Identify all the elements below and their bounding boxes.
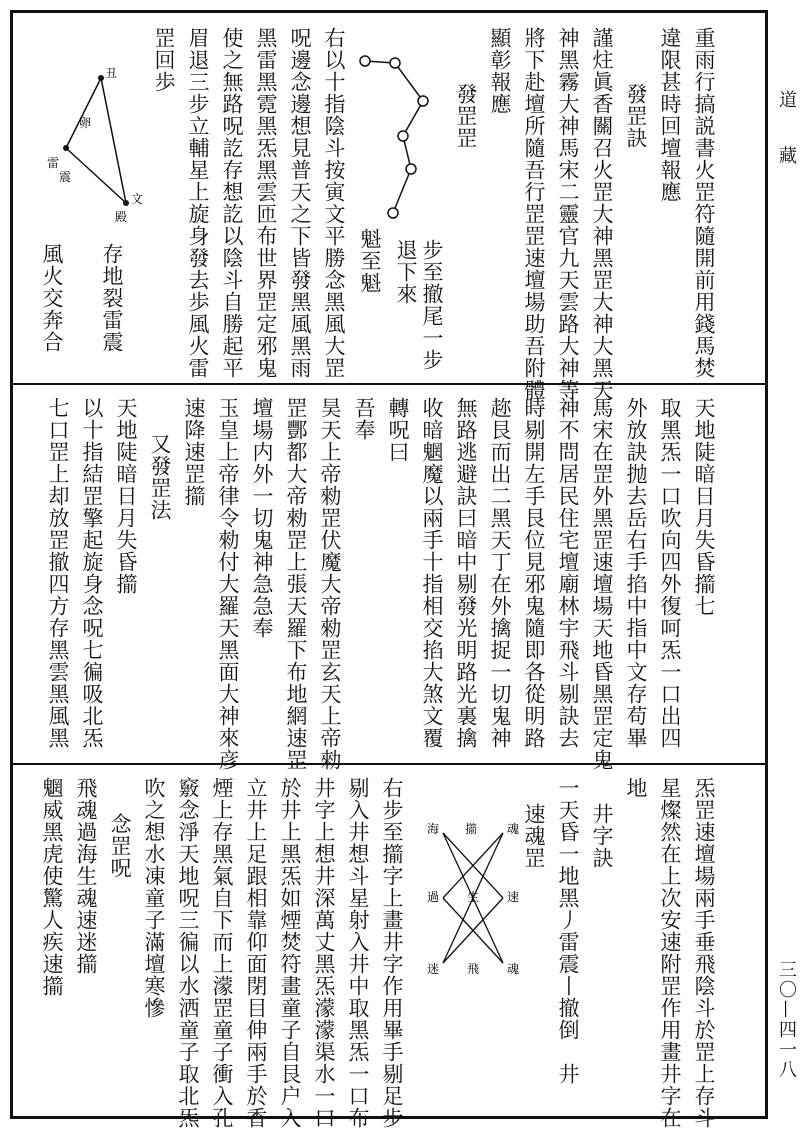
text-column: 魁至魁 — [358, 228, 382, 294]
text-column: 外放訣抛去岳右手掐中指中文存苟畢 — [624, 397, 648, 749]
text-column: 飛魂過海生魂速迷擶 — [74, 777, 98, 975]
text-column: 吹之想水凍童子滿壇寒慘 — [142, 777, 166, 1019]
text-column: 竅念淨天地呪三徧以水洒童子取北炁 — [176, 777, 200, 1129]
text-column: 吾奉 — [352, 397, 376, 441]
soul-diagram — [423, 813, 533, 993]
text-column: 又發罡法 — [148, 433, 172, 521]
text-column: 玉皇上帝律令勑付大羅天黑面大神來彦 — [216, 397, 240, 771]
text-column: 眉退三步立輔星上旋身發去歩風火雷 — [186, 27, 210, 379]
diagram-label: 魂 — [507, 822, 520, 836]
text-column: 天地陡暗日月失昏擶七 — [692, 397, 716, 617]
text-column: 使之無路呪訖存想訖以陰斗自勝起平 — [220, 27, 244, 379]
text-column: 黑雷黑霓黑炁黑雲匝布世界罡定邪鬼 — [254, 27, 278, 379]
text-column: 轉呪曰 — [386, 397, 410, 463]
text-column: 罡酆都大帝勑罡上張天羅下布地網速罡 — [284, 397, 308, 771]
page-frame — [10, 10, 768, 1129]
text-column: 於井上黑炁如煙焚符畫童子自艮户入 — [278, 777, 302, 1129]
text-column: 風火交奔合 — [40, 243, 64, 353]
text-column: 收暗魍魔以兩手十指相交掐大煞文覆 — [420, 397, 444, 749]
text-column: 右步至擶字上畫井字作用畢手剔足步 — [380, 777, 404, 1129]
text-column: 炁罡速壇場兩手垂飛陰斗於罡上存斗 — [692, 777, 716, 1129]
text-column: 一天昏一地黑丿雷震丨撤倒 井 — [556, 777, 580, 1085]
text-column: 無路逃避訣曰暗中剔發光明路光裏擒 — [454, 397, 478, 749]
diagram-label: 殿 — [115, 210, 128, 224]
direction-diagram — [41, 63, 151, 233]
diagram-label: 生 — [467, 890, 480, 904]
text-column: 井字訣 — [590, 803, 614, 869]
collection-label: 道 藏 — [776, 90, 797, 174]
panel-top — [13, 13, 765, 401]
text-column: 天地陡暗日月失昏擶 — [114, 397, 138, 595]
text-column: 神黑霧大神馬宋二靈官九天雲路大神等 — [556, 27, 580, 401]
diagram-label: 海 — [427, 822, 440, 836]
text-column: 馬宋在罡外黑罡速壇場天地昏黑罡定鬼 — [590, 397, 614, 771]
text-column: 存地裂雷震 — [100, 243, 124, 353]
text-column: 取黑炁一口吹向四外復呵炁一口出四 — [658, 397, 682, 749]
text-column: 速魂罡 — [522, 803, 546, 869]
text-column: 呪邊念邊想見普天之下皆發黑風黑雨 — [288, 27, 312, 379]
panel-bottom — [13, 763, 765, 1129]
text-column: 速降速罡擶 — [182, 397, 206, 507]
text-column: 右以十指陰斗按寅文平勝念黑風大罡 — [322, 27, 346, 379]
text-column: 煙上存黑氣自下而上濛罡童子衝入孔 — [210, 777, 234, 1129]
text-column: 昊天上帝勑罡伏魔大帝勑罡玄天上帝勑 — [318, 397, 342, 771]
text-column: 謹炷眞香關召火罡大神黑罡大神大黑天 — [590, 27, 614, 401]
diagram-label: 飛 — [467, 962, 480, 976]
text-column: 將下赴壇所隨吾行罡罡速壇場助吾附體 — [522, 27, 546, 401]
text-column: 七口罡上却放罡撤四方存黑雲黑風黑 — [46, 397, 70, 749]
diagram-label: 丑 — [105, 66, 118, 80]
diagram-label: 震 — [59, 170, 72, 184]
text-column: 退下來 — [394, 239, 418, 305]
diagram-label: 文 — [131, 192, 144, 206]
text-column: 重雨行搞説書火罡符隨開前用錢馬焚 — [692, 27, 716, 379]
diagram-label: 卵 — [79, 116, 92, 130]
text-column: 立井上足跟相靠仰面閉目伸兩手於香 — [244, 777, 268, 1129]
text-column: 趂艮而出二黑天丁在外擒捉一切鬼神 — [488, 397, 512, 749]
text-column: 發罡罡 — [454, 83, 478, 149]
text-column: 步至撤尾一步 — [420, 239, 444, 371]
text-column: 顯彰報應 — [488, 27, 512, 115]
text-column: 地 — [624, 777, 648, 799]
text-column: 魍威黑虎使驚人疾速擶 — [40, 777, 64, 997]
text-column: 時剔開左手艮位見邪鬼隨即各從明路 — [522, 397, 546, 749]
text-column: 井字上想井深萬丈黑炁濛濛渠水一口 — [312, 777, 336, 1129]
diagram-label: 過 — [427, 890, 440, 904]
panel-middle — [13, 383, 765, 771]
text-column: 以十指結罡擎起旋身念呪七徧吸北炁 — [80, 397, 104, 749]
text-column: 星燦然在上次安速附罡作用畫井字在 — [658, 777, 682, 1129]
page-number: 三〇—四一八 — [776, 960, 797, 1080]
text-column: 念罡呪 — [108, 813, 132, 879]
text-column: 壇場内外一切鬼神急急奉 — [250, 397, 274, 639]
star-diagram — [333, 41, 443, 231]
text-column: 剔入井想斗星射入井中取黑炁一口布 — [346, 777, 370, 1129]
diagram-label: 擶 — [465, 822, 478, 836]
text-column: 罡回歩 — [152, 27, 176, 93]
diagram-label: 雷 — [47, 156, 60, 170]
diagram-label: 速 — [507, 890, 520, 904]
text-column: 違限甚時回壇報應 — [658, 27, 682, 203]
diagram-label: 迷 — [427, 962, 440, 976]
diagram-label: 魂 — [507, 962, 520, 976]
text-column: 發罡訣 — [624, 83, 648, 149]
text-column: 神不問居民住宅壇廟林宇飛斗剔訣去 — [556, 397, 580, 749]
